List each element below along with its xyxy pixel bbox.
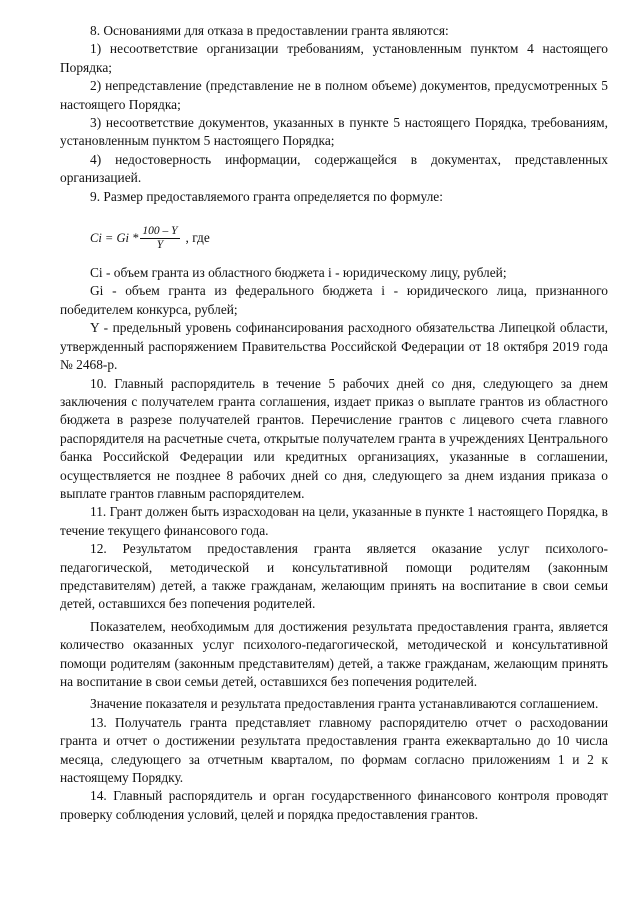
formula-denominator: Y <box>156 238 164 251</box>
paragraph-12: 12. Результатом предоставления гранта является оказание услуг психолого-педагогической, методической и консультативной помощи родителям (законным представителям) детей, а также гражданам, желающим принять на воспитание в свои семьи детей, оставшихся без попечения родителей. <box>60 541 608 612</box>
formula-fraction <box>140 225 179 252</box>
paragraph-8: 8. Основаниями для отказа в предоставлении гранта являются: <box>90 23 449 38</box>
paragraph-8-item-4: 4) недостоверность информации, содержащейся в документах, представленных организацией. <box>60 151 608 186</box>
paragraph-10: 10. Главный распорядитель в течение 5 рабочих дней со дня, следующего за днем заключения с получателем гранта соглашения, издает приказ о выплате грантов из областного бюджета в разрезе получателей грантов. Перечисление грантов с лицевого счета главного распорядителя на расчетные счета, открытые получателем гранта в учреждениях Центрального банка Российской Федерации или кредитных организациях, указанные в соглашении, осуществляется не позднее 8 рабочих дней со дня, следующего за днем издания приказа о выплате грантов главным распорядителем. <box>60 375 608 501</box>
definition-gi: Gi - объем гранта из федерального бюджета i - юридического лица, признанного победителем конкурса, рублей; <box>60 283 608 317</box>
paragraph-12-value: Значение показателя и результата предоставления гранта устанавливаются соглашением. <box>90 696 599 712</box>
paragraph-8-item-2: 2) непредставление (представление не в полном объеме) документов, предусмотренных 5 настоящего Порядка; <box>60 78 608 112</box>
paragraph-9: 9. Размер предоставляемого гранта определяется по формуле: <box>90 188 443 204</box>
formula-numerator: 100 – Y <box>142 224 178 237</box>
paragraph-12-indicator: Показателем, необходимым для достижения результата предоставления гранта, является количество оказанных услуг психолого-педагогической, методической и консультативной помощи родителям (законным представителям) детей, а также гражданам, желающим принять на воспитание в свои семьи детей, оставшихся без попечения родителей. <box>60 618 608 689</box>
definition-y: Y - предельный уровень софинансирования расходного обязательства Липецкой области, утвержденный распоряжением Правительства Российской Федерации от 18 октября 2019 года № 2468-р. <box>60 320 608 373</box>
formula-suffix: , где <box>185 229 210 245</box>
paragraph-11: 11. Грант должен быть израсходован на цели, указанные в пункте 1 настоящего Порядка, в течение текущего финансового года. <box>60 504 608 538</box>
definition-ci: Ci - объем гранта из областного бюджета i - юридическому лицу, рублей; <box>90 265 507 281</box>
document-page <box>60 22 608 824</box>
paragraph-14: 14. Главный распорядитель и орган государственного финансового контроля проводят проверку соблюдения условий, целей и порядка предоставления грантов. <box>60 788 608 822</box>
grant-formula <box>90 220 608 256</box>
paragraph-8-item-3: 3) несоответствие документов, указанных в пункте 5 настоящего Порядка, требованиям, установленным пунктом 5 настоящего Порядка; <box>60 115 608 149</box>
paragraph-13: 13. Получатель гранта представляет главному распорядителю отчет о расходовании гранта и отчет о достижении результата предоставления гранта ежеквартально до 10 числа месяца, следующего за отчетным кварталом, по формам согласно приложениям 1 и 2 к настоящему Порядку. <box>60 714 608 786</box>
formula-lhs: Ci = Gi * <box>90 230 139 245</box>
paragraph-8-item-1: 1) несоответствие организации требованиям, установленным пунктом 4 настоящего Порядка; <box>60 41 608 75</box>
